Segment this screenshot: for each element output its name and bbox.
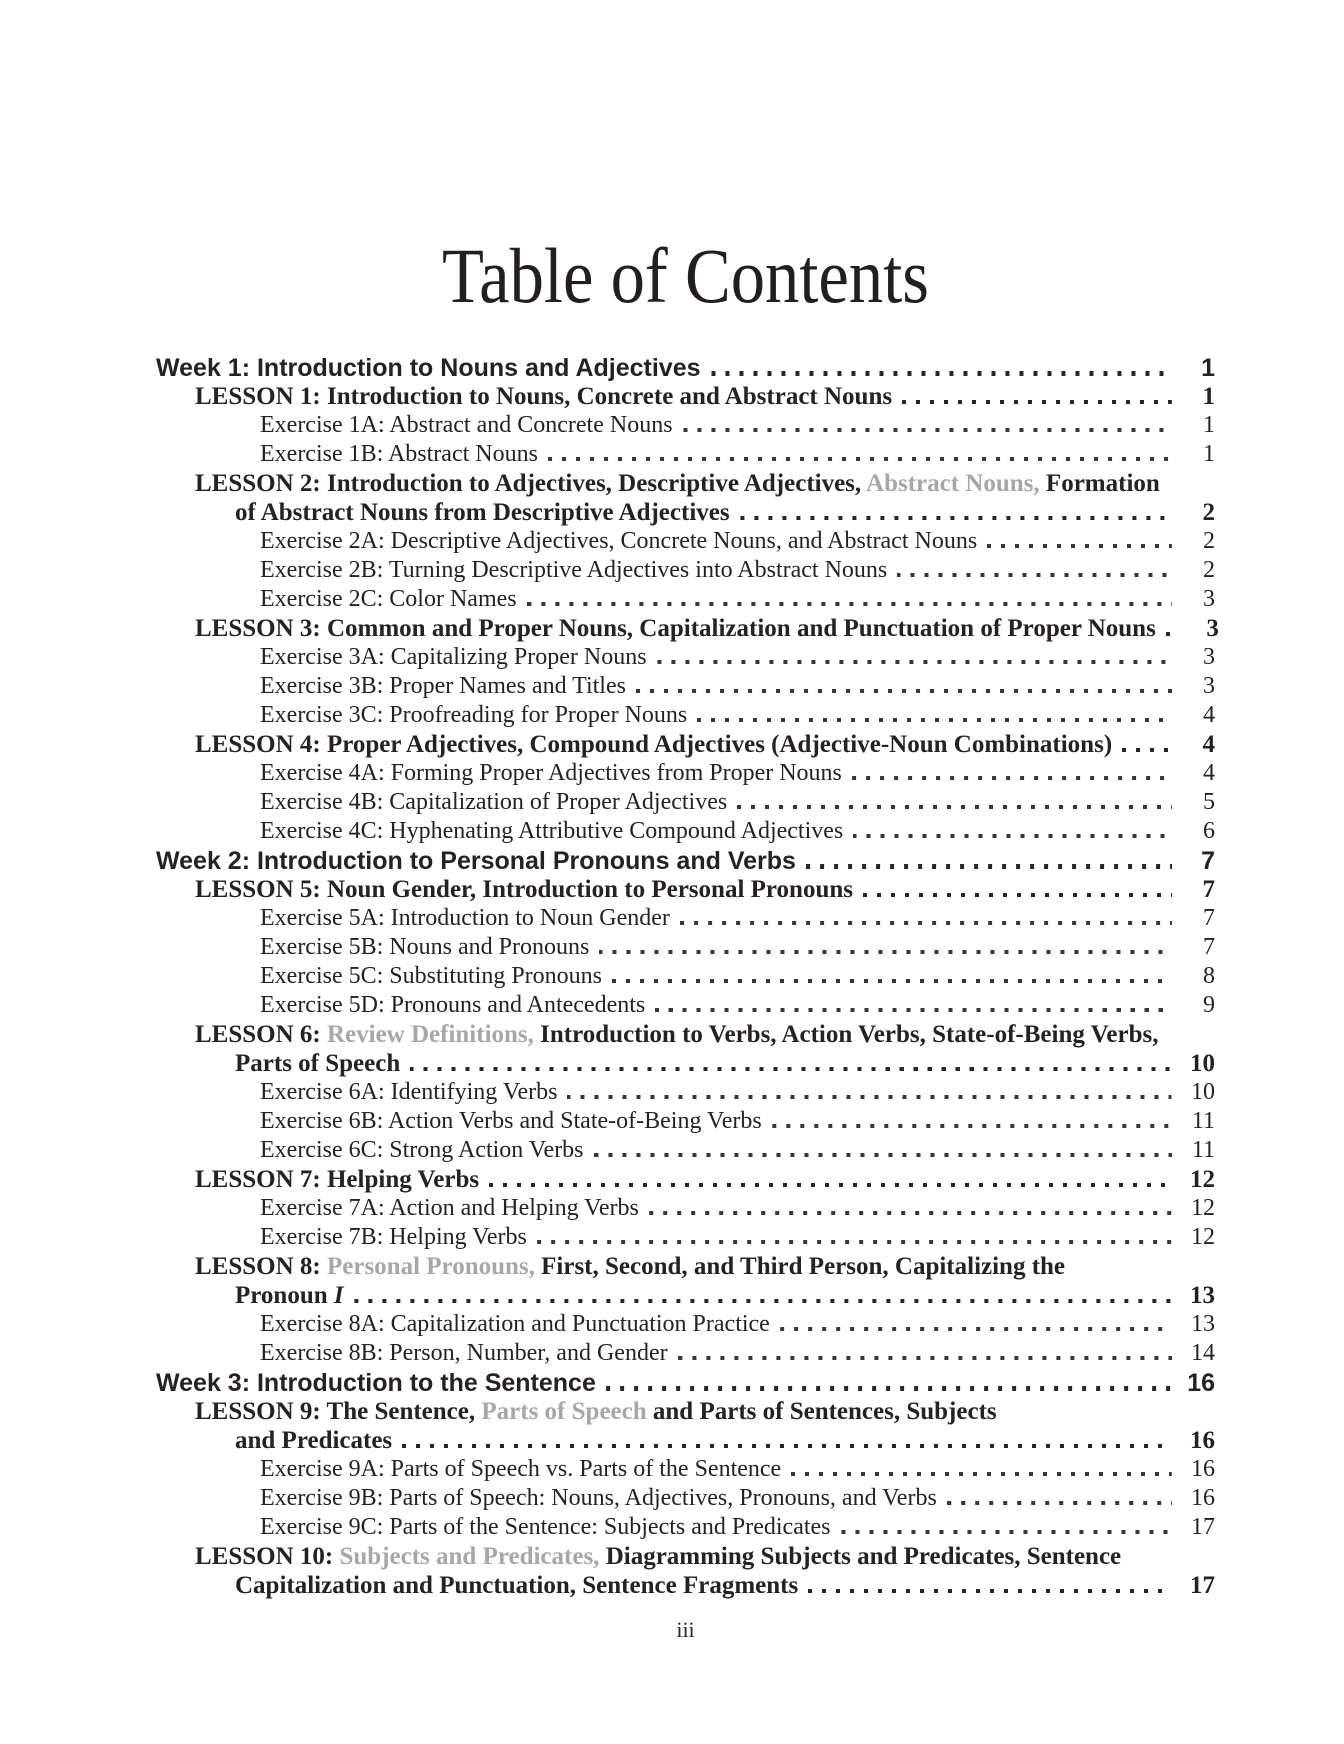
toc-entry-text bbox=[260, 789, 727, 816]
toc-entry-text bbox=[195, 731, 1112, 759]
dot-leader bbox=[987, 544, 1172, 548]
toc-entry bbox=[156, 1282, 1215, 1311]
toc-segment: Exercise 4C: Hyphenating Attributive Compound Adjectives bbox=[260, 818, 844, 844]
toc-entry-text bbox=[195, 1398, 997, 1426]
page-number: 5 bbox=[1203, 789, 1215, 815]
page-number: 1 bbox=[1203, 412, 1215, 438]
toc-segment: Parts of Speech bbox=[235, 1050, 401, 1077]
toc-segment: Exercise 6A: Identifying Verbs bbox=[260, 1079, 558, 1105]
dot-leader bbox=[612, 979, 1172, 983]
toc-entry bbox=[156, 1050, 1215, 1079]
toc-segment: Diagramming Subjects and Predicates, Sentence bbox=[599, 1543, 1122, 1570]
page-number: 16 bbox=[1191, 1485, 1215, 1511]
toc-entry bbox=[156, 354, 1215, 383]
toc-segment: Exercise 6C: Strong Action Verbs bbox=[260, 1137, 584, 1163]
toc-entry bbox=[156, 441, 1215, 470]
toc-entry bbox=[156, 1108, 1215, 1137]
toc-segment: Exercise 1A: Abstract and Concrete Nouns bbox=[260, 412, 673, 438]
toc-entry-text bbox=[260, 1485, 937, 1512]
toc-entry-text bbox=[195, 383, 892, 411]
toc-segment: Exercise 6B: Action Verbs and State-of-Being Verbs bbox=[260, 1108, 762, 1134]
toc-segment: LESSON 3: Common and Proper Nouns, Capitalization and Punctuation of Proper Nouns bbox=[195, 615, 1156, 642]
page-number: 12 bbox=[1190, 1166, 1215, 1193]
toc-entry-text bbox=[260, 905, 670, 932]
toc-entry bbox=[156, 702, 1215, 731]
toc-entry bbox=[156, 1079, 1215, 1108]
toc-entry-text bbox=[156, 354, 701, 383]
toc-entry bbox=[156, 1224, 1215, 1253]
toc-segment: Week 2: Introduction to Personal Pronouns and Verbs bbox=[156, 847, 796, 875]
toc-segment: and Predicates bbox=[235, 1427, 393, 1454]
toc-entry-text bbox=[260, 441, 538, 468]
toc-entry bbox=[156, 1572, 1215, 1601]
toc-segment: and Parts of Sentences, Subjects bbox=[646, 1398, 997, 1425]
dot-leader bbox=[354, 1299, 1172, 1303]
toc-entry-text bbox=[260, 1079, 557, 1106]
toc-segment: LESSON 5: Noun Gender, Introduction to Personal Pronouns bbox=[195, 876, 853, 903]
toc-entry bbox=[156, 934, 1215, 963]
toc-segment: Exercise 5D: Pronouns and Antecedents bbox=[260, 992, 646, 1018]
toc-entry-text bbox=[156, 847, 796, 876]
toc-entry bbox=[156, 1195, 1215, 1224]
page-number: 12 bbox=[1191, 1195, 1215, 1221]
toc-segment: Exercise 9C: Parts of the Sentence: Subjects and Predicates bbox=[260, 1514, 831, 1540]
toc-entry bbox=[156, 1369, 1215, 1398]
toc-segment: LESSON 2: Introduction to Adjectives, Descriptive Adjectives, bbox=[195, 470, 867, 497]
toc-segment: LESSON 7: Helping Verbs bbox=[195, 1166, 480, 1193]
toc-entry-text bbox=[260, 528, 977, 555]
dot-leader bbox=[808, 1589, 1172, 1593]
toc-entry-text bbox=[260, 586, 517, 613]
page-number: 3 bbox=[1206, 615, 1219, 642]
page-number: 2 bbox=[1202, 499, 1215, 526]
toc-segment: Exercise 8A: Capitalization and Punctuation Practice bbox=[260, 1311, 770, 1337]
toc-segment: LESSON 1: Introduction to Nouns, Concrete and Abstract Nouns bbox=[195, 383, 893, 410]
toc-entry-text bbox=[235, 499, 730, 527]
toc-entry-text bbox=[260, 1195, 639, 1222]
toc-entry-text bbox=[260, 644, 647, 671]
dot-leader bbox=[863, 893, 1172, 897]
toc-segment: Exercise 5B: Nouns and Pronouns bbox=[260, 934, 590, 960]
dot-leader bbox=[853, 834, 1172, 838]
toc-entry bbox=[156, 383, 1215, 412]
page-number: 1 bbox=[1203, 441, 1215, 467]
toc-entry bbox=[156, 818, 1215, 847]
toc-entry bbox=[156, 1485, 1215, 1514]
dot-leader bbox=[737, 805, 1172, 809]
dot-leader bbox=[537, 1240, 1172, 1244]
toc-entry-text bbox=[260, 760, 842, 787]
toc-entry bbox=[156, 586, 1215, 615]
toc-entry-text bbox=[260, 1456, 781, 1483]
page-number: 7 bbox=[1201, 847, 1215, 875]
toc-entry bbox=[156, 644, 1215, 673]
toc-entry bbox=[156, 470, 1215, 499]
dot-leader bbox=[657, 660, 1172, 664]
toc-segment-muted: Review Definitions, bbox=[326, 1021, 534, 1048]
dot-leader bbox=[683, 428, 1172, 432]
page-number: 14 bbox=[1191, 1340, 1215, 1366]
toc-entry-text bbox=[260, 818, 843, 845]
page-number: 7 bbox=[1203, 905, 1215, 931]
toc-segment: Exercise 3A: Capitalizing Proper Nouns bbox=[260, 644, 647, 670]
toc-segment-muted: Abstract Nouns, bbox=[866, 470, 1040, 497]
toc-entry bbox=[156, 1311, 1215, 1340]
page-number: 13 bbox=[1190, 1282, 1215, 1309]
page-number: 1 bbox=[1202, 383, 1215, 410]
toc-entry bbox=[156, 1166, 1215, 1195]
toc-segment: Exercise 3C: Proofreading for Proper Nouns bbox=[260, 702, 688, 728]
toc-entry-text bbox=[260, 412, 673, 439]
page-number: 8 bbox=[1203, 963, 1215, 989]
page-number: 11 bbox=[1191, 1137, 1215, 1163]
toc-segment: Pronoun bbox=[235, 1282, 334, 1309]
page-number: 10 bbox=[1191, 1079, 1215, 1105]
toc-entry bbox=[156, 499, 1215, 528]
toc-entry bbox=[156, 731, 1215, 760]
page-title: Table of Contents bbox=[441, 232, 930, 319]
toc-entry-text bbox=[260, 1224, 527, 1251]
toc-entry bbox=[156, 1340, 1215, 1369]
dot-leader bbox=[697, 718, 1172, 722]
page-number: 12 bbox=[1191, 1224, 1215, 1250]
page-number: 2 bbox=[1203, 557, 1215, 583]
toc-segment-muted: Personal Pronouns, bbox=[326, 1253, 535, 1280]
toc-entry bbox=[156, 1514, 1215, 1543]
toc-segment: LESSON 6: bbox=[195, 1021, 327, 1048]
toc-entry bbox=[156, 992, 1215, 1021]
toc-entry bbox=[156, 1427, 1215, 1456]
dot-leader bbox=[780, 1327, 1172, 1331]
toc-entry bbox=[156, 1398, 1215, 1427]
dot-leader bbox=[791, 1472, 1172, 1476]
dot-leader bbox=[606, 1386, 1172, 1391]
page-number: 16 bbox=[1191, 1456, 1215, 1482]
toc-entry bbox=[156, 963, 1215, 992]
page-number: 3 bbox=[1203, 644, 1215, 670]
dot-leader bbox=[1122, 748, 1172, 752]
toc-segment: Capitalization and Punctuation, Sentence Fragments bbox=[235, 1572, 799, 1599]
toc-segment: Week 3: Introduction to the Sentence bbox=[156, 1369, 596, 1397]
toc-entry-text bbox=[260, 1340, 668, 1367]
dot-leader bbox=[680, 921, 1172, 925]
toc-entry-text bbox=[195, 1166, 479, 1194]
dot-leader bbox=[649, 1211, 1172, 1215]
toc-segment: Week 1: Introduction to Nouns and Adjectives bbox=[156, 354, 701, 382]
page-number: 4 bbox=[1202, 731, 1215, 758]
page-number: 13 bbox=[1191, 1311, 1215, 1337]
page-number: 3 bbox=[1203, 673, 1215, 699]
dot-leader bbox=[655, 1008, 1172, 1012]
toc-segment: Exercise 1B: Abstract Nouns bbox=[260, 441, 538, 467]
toc-segment: Formation bbox=[1039, 470, 1160, 497]
dot-leader bbox=[806, 864, 1172, 869]
page-content bbox=[156, 0, 1219, 1643]
toc-entry-text bbox=[260, 702, 687, 729]
toc-entry-text bbox=[195, 615, 1156, 643]
page-number: 11 bbox=[1191, 1108, 1215, 1134]
toc-segment: LESSON 9: The Sentence, bbox=[195, 1398, 482, 1425]
toc-segment: First, Second, and Third Person, Capitalizing the bbox=[534, 1253, 1066, 1280]
toc-entry-text bbox=[235, 1427, 392, 1455]
dot-leader bbox=[489, 1183, 1172, 1187]
toc-entry-text bbox=[235, 1572, 798, 1600]
toc-segment: Exercise 7A: Action and Helping Verbs bbox=[260, 1195, 639, 1221]
toc-entry-text bbox=[260, 963, 602, 990]
page-number: 4 bbox=[1203, 702, 1215, 728]
toc-list bbox=[156, 354, 1219, 1601]
page-number: 2 bbox=[1203, 528, 1215, 554]
page-number: 3 bbox=[1203, 586, 1215, 612]
dot-leader bbox=[548, 457, 1172, 461]
toc-entry bbox=[156, 1543, 1215, 1572]
toc-segment: Exercise 8B: Person, Number, and Gender bbox=[260, 1340, 668, 1366]
toc-entry bbox=[156, 557, 1215, 586]
toc-entry-text bbox=[195, 1021, 1159, 1049]
dot-leader bbox=[740, 516, 1172, 520]
dot-leader bbox=[947, 1501, 1172, 1505]
toc-segment: Exercise 5A: Introduction to Noun Gender bbox=[260, 905, 670, 931]
toc-segment: LESSON 8: bbox=[195, 1253, 327, 1280]
page-number: 7 bbox=[1202, 876, 1215, 903]
page-number: 9 bbox=[1203, 992, 1215, 1018]
toc-segment: Exercise 7B: Helping Verbs bbox=[260, 1224, 527, 1250]
toc-entry bbox=[156, 615, 1219, 644]
dot-leader bbox=[527, 602, 1172, 606]
toc-entry bbox=[156, 1021, 1215, 1050]
toc-entry bbox=[156, 1253, 1215, 1282]
dot-leader bbox=[567, 1095, 1172, 1099]
dot-leader bbox=[599, 950, 1172, 954]
toc-entry bbox=[156, 876, 1215, 905]
toc-entry bbox=[156, 412, 1215, 441]
toc-entry bbox=[156, 789, 1215, 818]
toc-entry-text bbox=[260, 673, 626, 700]
toc-entry bbox=[156, 905, 1215, 934]
toc-entry bbox=[156, 760, 1215, 789]
toc-entry-text bbox=[260, 1311, 770, 1338]
toc-entry-text bbox=[260, 992, 645, 1019]
dot-leader bbox=[402, 1444, 1172, 1448]
toc-entry-text bbox=[260, 1514, 831, 1541]
toc-segment: Exercise 4B: Capitalization of Proper Adjectives bbox=[260, 789, 728, 815]
page-number: 4 bbox=[1203, 760, 1215, 786]
toc-segment: LESSON 10: bbox=[195, 1543, 340, 1570]
toc-segment-muted: Subjects and Predicates, bbox=[339, 1543, 600, 1570]
toc-segment: Exercise 2C: Color Names bbox=[260, 586, 517, 612]
toc-entry-text bbox=[260, 1137, 584, 1164]
dot-leader bbox=[852, 776, 1172, 780]
toc-entry-text bbox=[260, 1108, 762, 1135]
page-number: 10 bbox=[1190, 1050, 1215, 1077]
toc-segment: Exercise 2A: Descriptive Adjectives, Concrete Nouns, and Abstract Nouns bbox=[260, 528, 978, 554]
toc-segment: Exercise 4A: Forming Proper Adjectives from Proper Nouns bbox=[260, 760, 842, 786]
toc-entry-text bbox=[156, 1369, 596, 1398]
page-number: 16 bbox=[1190, 1427, 1215, 1454]
dot-leader bbox=[636, 689, 1172, 693]
toc-entry-text bbox=[195, 1253, 1065, 1281]
toc-entry bbox=[156, 1456, 1215, 1485]
dot-leader bbox=[711, 371, 1172, 376]
toc-segment-muted: Parts of Speech bbox=[481, 1398, 647, 1425]
toc-segment: Exercise 5C: Substituting Pronouns bbox=[260, 963, 602, 989]
toc-segment: of Abstract Nouns from Descriptive Adjectives bbox=[235, 499, 730, 526]
toc-segment: I bbox=[333, 1282, 344, 1309]
toc-entry-text bbox=[260, 934, 589, 961]
dot-leader bbox=[897, 573, 1172, 577]
footer-page-number: iii bbox=[676, 1617, 695, 1642]
toc-segment: Exercise 3B: Proper Names and Titles bbox=[260, 673, 626, 699]
toc-segment: LESSON 4: Proper Adjectives, Compound Adjectives (Adjective-Noun Combinations) bbox=[195, 731, 1113, 758]
page-number: 7 bbox=[1203, 934, 1215, 960]
toc-entry bbox=[156, 847, 1215, 876]
dot-leader bbox=[594, 1153, 1172, 1157]
page-number: 17 bbox=[1191, 1514, 1215, 1540]
toc-entry-text bbox=[235, 1282, 344, 1310]
dot-leader bbox=[1166, 632, 1176, 636]
toc-entry-text bbox=[260, 557, 887, 584]
toc-segment: Exercise 9B: Parts of Speech: Nouns, Adjectives, Pronouns, and Verbs bbox=[260, 1485, 937, 1511]
page-number: 6 bbox=[1203, 818, 1215, 844]
toc-entry-text bbox=[195, 876, 853, 904]
toc-segment: Exercise 9A: Parts of Speech vs. Parts of the Sentence bbox=[260, 1456, 782, 1482]
page-number: 1 bbox=[1201, 354, 1215, 382]
page-number: 17 bbox=[1190, 1572, 1215, 1599]
toc-entry-text bbox=[195, 1543, 1121, 1571]
page-number: 16 bbox=[1187, 1369, 1215, 1397]
dot-leader bbox=[772, 1124, 1172, 1128]
dot-leader bbox=[678, 1356, 1172, 1360]
toc-entry-text bbox=[195, 470, 1160, 498]
dot-leader bbox=[902, 400, 1172, 404]
dot-leader bbox=[841, 1530, 1172, 1534]
toc-entry bbox=[156, 528, 1215, 557]
toc-segment: Introduction to Verbs, Action Verbs, State-of-Being Verbs, bbox=[533, 1021, 1159, 1048]
toc-entry bbox=[156, 1137, 1215, 1166]
toc-entry-text bbox=[235, 1050, 400, 1078]
toc-segment: Exercise 2B: Turning Descriptive Adjectives into Abstract Nouns bbox=[260, 557, 888, 583]
toc-entry bbox=[156, 673, 1215, 702]
dot-leader bbox=[410, 1067, 1172, 1071]
